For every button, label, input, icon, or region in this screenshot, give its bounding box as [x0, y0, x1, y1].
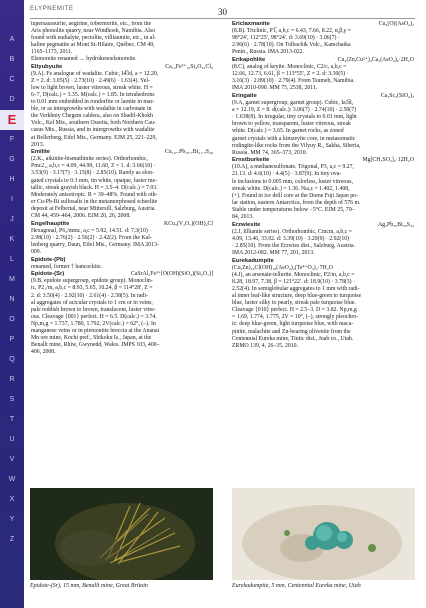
entry-text-line: (9.A, garnet supergroup, garnet group). Cubic, Ia3̅d,: [232, 100, 353, 107]
entry-text-line: casus Mts., Russia, and in intergrowths with wadalite: [31, 127, 155, 134]
left-column: [31, 21, 213, 483]
mineral-entry: [31, 257, 213, 271]
entry-text-line: (4.J), an arsenate-tellurite. Monoclinic, P2/m, a,b,c =: [232, 271, 355, 278]
running-title: ELYPNEMITE: [30, 6, 74, 12]
entry-text-line: 3.53(9) · 3.17(7) · 3.15(8) · 2.85(10). Rarely as elon-: [31, 170, 154, 177]
entry-text-line: 2013.: [31, 141, 45, 148]
page-number: 30: [218, 7, 227, 17]
entry-text-line: ic: deep blue-green, light turquoise blue, with maca-: [232, 321, 354, 328]
entry-text-line: 12.66, 12.73, 6.61, β = 113°55′, Z = 2. d: 3.30(5) ·: [232, 71, 349, 78]
entry-text-line: 4.09, 13.46, 33.92. d: 3.39(10) · 3.29(9) · 2.92(10): [232, 235, 350, 242]
entry-text-line: Pmc2₁, a,b,c = 4.09, 44.99, 11.60, Z = 1. d: 3.66(10) ·: [31, 163, 156, 170]
mineral-formula: Cu₃(Zn,Cu²⁺)₄Ca₂(AsO₄)₆·2H₂O: [337, 56, 414, 63]
entry-text-line: = 1.69, 1.774, 1.775, 2V = 10°, (–), strongly pleochro-: [232, 314, 359, 321]
entry-text-line: 406, 2008.: [31, 349, 56, 356]
mineral-name: Eltyubyuite: [31, 63, 63, 70]
index-letter-p: P: [9, 336, 15, 343]
mineral-entry: [232, 222, 414, 257]
entry-text-line: streak white. D(calc.) = 1.36. Nω,ε = 1.402, 1.408,: [232, 185, 350, 192]
photo-caption-right: Eurekadumpite, 5 mm, Centennial Eureka mine, Utah: [232, 583, 361, 589]
index-letter-h: H: [9, 176, 15, 183]
mineral-formula: Mg[CH₃SO₃]₂·12H₂O: [362, 157, 414, 164]
entry-text-line: er Cu-Pb-Bi sulfosalts in the metamorphosed scheelite: [31, 198, 158, 205]
mineral-name: Emilite: [31, 149, 51, 156]
entry-text-line: garnet crystals with a kimzeyite core, in metasomatic: [232, 135, 356, 142]
entry-text-line: 6–7, D(calc.) = 3.35. M(calc.) = 1.85. In tetrahedrons: [31, 91, 155, 98]
mineral-entry: [232, 258, 414, 350]
index-letter-f: F: [9, 136, 15, 143]
mineral-name: Epidote-(Pb): [31, 256, 66, 263]
entry-text-line: to 0.01 mm embedded in rondorfite or larnite in mar-: [31, 99, 155, 106]
index-letter-c: C: [9, 76, 15, 83]
mineral-name: Eringaite: [232, 92, 257, 99]
epidote-sr-photo: [30, 488, 213, 580]
mineral-formula: Ag₂Pb₂₀Bi₂₀S₄₄: [377, 221, 414, 228]
entry-text-line: ZRMO 139, 4, 26–35, 2010.: [232, 342, 299, 349]
entry-text-line: 2.96(6) · 2.78(10). On Tolbachik Volc., Kamchatka: [232, 42, 351, 49]
entry-text-line: a = 12.19, Z = 8. d(calc.): 3.06(7) · 2.74(10) · 2.50(7): [232, 107, 357, 114]
entry-text-line: (8.C), analog of keyite. Monoclinic, C2/c, a,b,c =: [232, 64, 347, 71]
entry-text-line: Z = 2. d: 3.05(5) · 2.73(10) · 2.49(6) · 1.63(4). Yel-: [31, 77, 150, 84]
entry-heading: [232, 57, 414, 64]
mineral-name: Erikapohlite: [232, 56, 266, 63]
index-letter-z: Z: [9, 536, 15, 543]
lead-text-line: Elsmoreite renamed → hydrokenoelsmoreite.: [31, 56, 137, 63]
entry-text-line: al aggregates of acicular crystals to 1 cm or in veins,: [31, 299, 153, 306]
index-letter-t: T: [9, 416, 15, 423]
mineral-formula: Cu₄[O](AsO₄)₂: [378, 21, 414, 27]
index-letter-e: E: [0, 110, 24, 130]
alphabet-letters: [0, 30, 24, 550]
entry-text-line: 2. d: 3.50(4) · 2.92(10) · 2.61(4) · 2.58(5). In radi-: [31, 292, 148, 299]
page-header: [30, 6, 415, 19]
index-letter-r: R: [9, 376, 15, 383]
index-letter-d: D: [9, 96, 15, 103]
entry-text-line: (Cu,Zn)₁₆Cl(OH)₁₈(AsO₄)₂(Te⁴⁺O₃)₂·7H₂O: [232, 264, 333, 271]
mineral-entry: [232, 93, 414, 157]
entry-text-line: (8.B). Triclinic, P1̅, a,b,c = 6.43, 7.66, 8.22, α,β,γ =: [232, 28, 351, 35]
right-column: [232, 21, 414, 483]
lead-text-line: found with eudialyte, pectolite, villiaumite, etc., in al-: [31, 35, 156, 42]
entry-heading: [31, 221, 213, 228]
entry-text-line: 3.16(3) · 2.89(10) · 2.79(4). From Tsumeb, Namibia.: [232, 78, 355, 85]
mineral-name: Ernstburkeite: [232, 157, 270, 164]
entry-text-line: manganese veins or in piemontite breccia at the Ananai: [31, 328, 160, 335]
entry-text-line: Mn ore mine, Kochi pref., Shikoku Is., Japan, at the: [31, 335, 152, 342]
entry-text-line: Volc., Kel Mts., southern Ossetia, both Northern Cau-: [31, 120, 156, 127]
mineral-formula: Ca₃Sc₂(SiO₄)₃: [380, 92, 414, 99]
entry-heading: [31, 64, 213, 71]
index-letter-j: J: [10, 216, 14, 223]
entry-text-line: pale reddish brown to brown, translucent, luster vitre-: [31, 306, 156, 313]
entry-text-line: Penin., Russia. IMA 2013-022.: [232, 49, 304, 56]
index-letter-k: K: [9, 236, 15, 243]
entry-text-line: 8.28, 18.97, 7.38, β = 121°22′. d: 18.9(10) · 3.78(3) ·: [232, 278, 355, 285]
entry-text-line: Cleavage {010} perfect. H = 2.5–3. D = 3.82. Np,m,g: [232, 307, 357, 314]
index-letter-q: Q: [9, 356, 15, 363]
entry-text-line: Hexagonal, P6₃/mmc, a,c = 5.92, 14.51. d: 7.3(10) ·: [31, 227, 152, 234]
entry-text-line: tallic, streak grayish black. H = 3.5–4. D(calc.) = 7.03.: [31, 184, 158, 191]
mineral-formula: CaSrAl₂Fe³⁺[O(OH)(SiO₄)(Si₂O₇)]: [130, 271, 213, 278]
entry-text-line: deposit at Felbertal, near Mittersill, Salzburg, Austria.: [31, 205, 156, 212]
entry-text-line: Russia. MM 74, 365–373, 2010.: [232, 149, 308, 156]
entry-text-line: ble, or as intergrowths with wadalite in carbonate in: [31, 106, 152, 113]
index-letter-o: O: [9, 316, 15, 323]
entry-text-line: 009.: [31, 249, 42, 255]
entry-text-line: Np,m,g = 1.737, 1.780, 1.792, 2V(calc.) = 62°, (–). In: [31, 320, 156, 327]
mineral-entry: [232, 157, 414, 221]
mineral-entry: [232, 57, 414, 92]
entry-text-line: blue, luster silky to pearly, streak pale turquoise blue.: [232, 300, 356, 307]
mineral-entry: [232, 21, 414, 56]
entry-text-line: (9.A). Fe analogue of wadalite. Cubic, I4̅3d, a = 12.20,: [31, 70, 159, 77]
entry-heading: [232, 222, 414, 229]
entry-text-line: IMA 2012-082. MM 77, 201, 2013.: [232, 250, 315, 256]
alphabet-index-tab: [0, 0, 24, 608]
entry-text-line: Benallt mine, Rhiw, Gwynedd, Wales. JMPS 103, 400–: [31, 342, 160, 349]
entry-text-line: pinite, malachite and Zn-bearing olivenite from the: [232, 328, 351, 335]
entry-text-line: (2.J, lillianite series). Orthorhombic, Cmcm, a,b,c =: [232, 228, 352, 235]
entry-text-line: white. D(calc.) = 3.65. In garnet rocks, as zoned: [232, 128, 344, 135]
mineral-name: Ericlaxmanite: [232, 21, 270, 27]
entry-heading: [232, 258, 414, 265]
index-letter-n: N: [9, 296, 15, 303]
entry-text-line: CM 44, 459–464, 2006. EJM 20, 26, 2008.: [31, 213, 131, 220]
mineral-formula: KCu₃(V₂O₇)(OH)₂Cl: [164, 220, 213, 227]
eurekadumpite-photo: [232, 488, 415, 580]
mineral-name: Epidote-(Sr): [31, 271, 65, 278]
photo-caption-left: Epidote-(Sr), 15 mm, Benallt mine, Great Britain: [30, 583, 148, 589]
entry-text-line: brown to yellow, transparent, luster vitreous, streak: [232, 121, 351, 128]
entry-text-line: (10.A), a methanesulfonate. Trigonal, P3, a,c = 9.27,: [232, 164, 354, 171]
mineral-formula: Cu₁₀.₇Pb₁₀.₇Bi₂₁.₃S₄₈: [164, 149, 213, 156]
mineral-name: Erzwiesite: [232, 221, 261, 228]
entry-text-line: renamed, former † hancockite.: [31, 263, 102, 270]
index-letter-s: S: [9, 396, 15, 403]
entry-text-line: Stable under temperatures below −5°C. EJM 25, 79–: [232, 206, 355, 213]
index-letter-m: M: [9, 276, 15, 283]
entry-text-line: Centennial Eureka mine, Tintic dist., Juab co., Utah.: [232, 335, 354, 342]
mineral-formula: Ca₁₂Fe³⁺₁₀Si₄O₃₂Cl₆: [165, 63, 213, 70]
entry-text-line: IMA 2010-090. MM 75, 2538, 2011.: [232, 85, 318, 92]
entry-text-line: low to light brown, luster vitreous, streak white. H =: [31, 84, 153, 91]
entry-text-line: lar station, eastern Antarctica, from the depth of 576 m.: [232, 199, 361, 206]
index-letter-b: B: [9, 56, 15, 63]
mineral-entry: [31, 149, 213, 220]
entry-text-line: (9.B, epidote supergroup, epidote group). Monoclin-: [31, 278, 153, 285]
mineral-name: Eurekadumpite: [232, 257, 274, 264]
entry-text-line: 84, 2013.: [232, 214, 254, 221]
index-letter-u: U: [9, 436, 15, 443]
entry-text-line: gated crystals to 0.3 mm, tin white, opaque, luster me-: [31, 177, 158, 184]
entry-text-line: al inner leaf-like structure, deep blue-green to turquoise: [232, 293, 362, 300]
entry-text-line: 98°24′, 112°25′, 98°24′. d: 3.69(10) · 3.06(7) ·: [232, 35, 340, 42]
lead-text-line: tupersaussurite, aegirine, tobermorite, etc., from the: [31, 21, 152, 27]
entry-text-line: 2.52(4). In semiglobular aggregates to 1 mm with radi-: [232, 285, 360, 292]
index-letter-w: W: [8, 476, 16, 483]
lead-text-line: 1165–1173, 2011.: [31, 49, 73, 56]
entry-text-line: ic, P2₁/m, a,b,c = 8.93, 5.65, 10.24, β = 114°28′, Z =: [31, 285, 153, 292]
entry-text-line: lenberg quarry, Daun, Eifel Mts., Germany. IMA 2013-: [31, 241, 159, 248]
mineral-entry: [31, 271, 213, 356]
entry-text-line: the Verkhniy Chegem caldera, also on Shadil-Khokh: [31, 113, 154, 120]
entry-text-line: (+). Found in ice drill core at the Dome Fuji Japan po-: [232, 192, 358, 199]
lead-text-line: Aris phonolite quarry, near Windhoek, Namibia. Also: [31, 28, 156, 35]
index-letter-v: V: [9, 456, 15, 463]
entry-text-line: · 1.638(8). In irregular, tiny crystals to 0.01 mm, light: [232, 114, 357, 121]
entry-heading: [31, 257, 213, 264]
index-letter-a: A: [9, 36, 15, 43]
mineral-entry: [31, 221, 213, 256]
entry-text-line: Moderately anisotropic. R = 39–48%. Found with oth-: [31, 191, 158, 198]
entry-text-line: rodingite-like rocks from the Vilyuy R., Sakha, Siberia,: [232, 142, 361, 149]
lead-text-line: kaline pegmatite at Mont St-Hilaire, Québec. CM 49,: [31, 42, 155, 49]
entry-text-line: 2.98(10) · 2.76(2) · 2.56(2) · 2.42(2). From the Kal-: [31, 234, 152, 241]
entry-heading: [232, 93, 414, 100]
entry-text-line: le inclusions to 0.005 mm, colorless, luster vitreous,: [232, 178, 353, 185]
index-letter-g: G: [9, 156, 15, 163]
index-letter-y: Y: [9, 516, 15, 523]
entry-text-line: · 2.85(10). From the Erzwies dist., Salzburg, Austria.: [232, 242, 356, 249]
entry-text-line: ous. Cleavage {001} perfect. H = 6.5. D(calc.) = 3.74.: [31, 313, 157, 320]
index-letter-x: X: [9, 496, 15, 503]
index-letter-i: I: [11, 196, 13, 203]
entry-text-line: at Bellerberg, Eifel Mts., Germany. EJM 25, 221–229,: [31, 134, 157, 141]
mineral-name: Engelhauptite: [31, 220, 70, 227]
index-letter-l: L: [10, 256, 14, 263]
entry-text-line: (2.K., aikinite-bismuthinite series). Orthorhombic,: [31, 156, 148, 163]
mineral-entry: [31, 64, 213, 149]
entry-text-line: 21.13. d: 4.6(10) · 4.4(5) · 3.87(9). In tiny ova-: [232, 171, 342, 178]
